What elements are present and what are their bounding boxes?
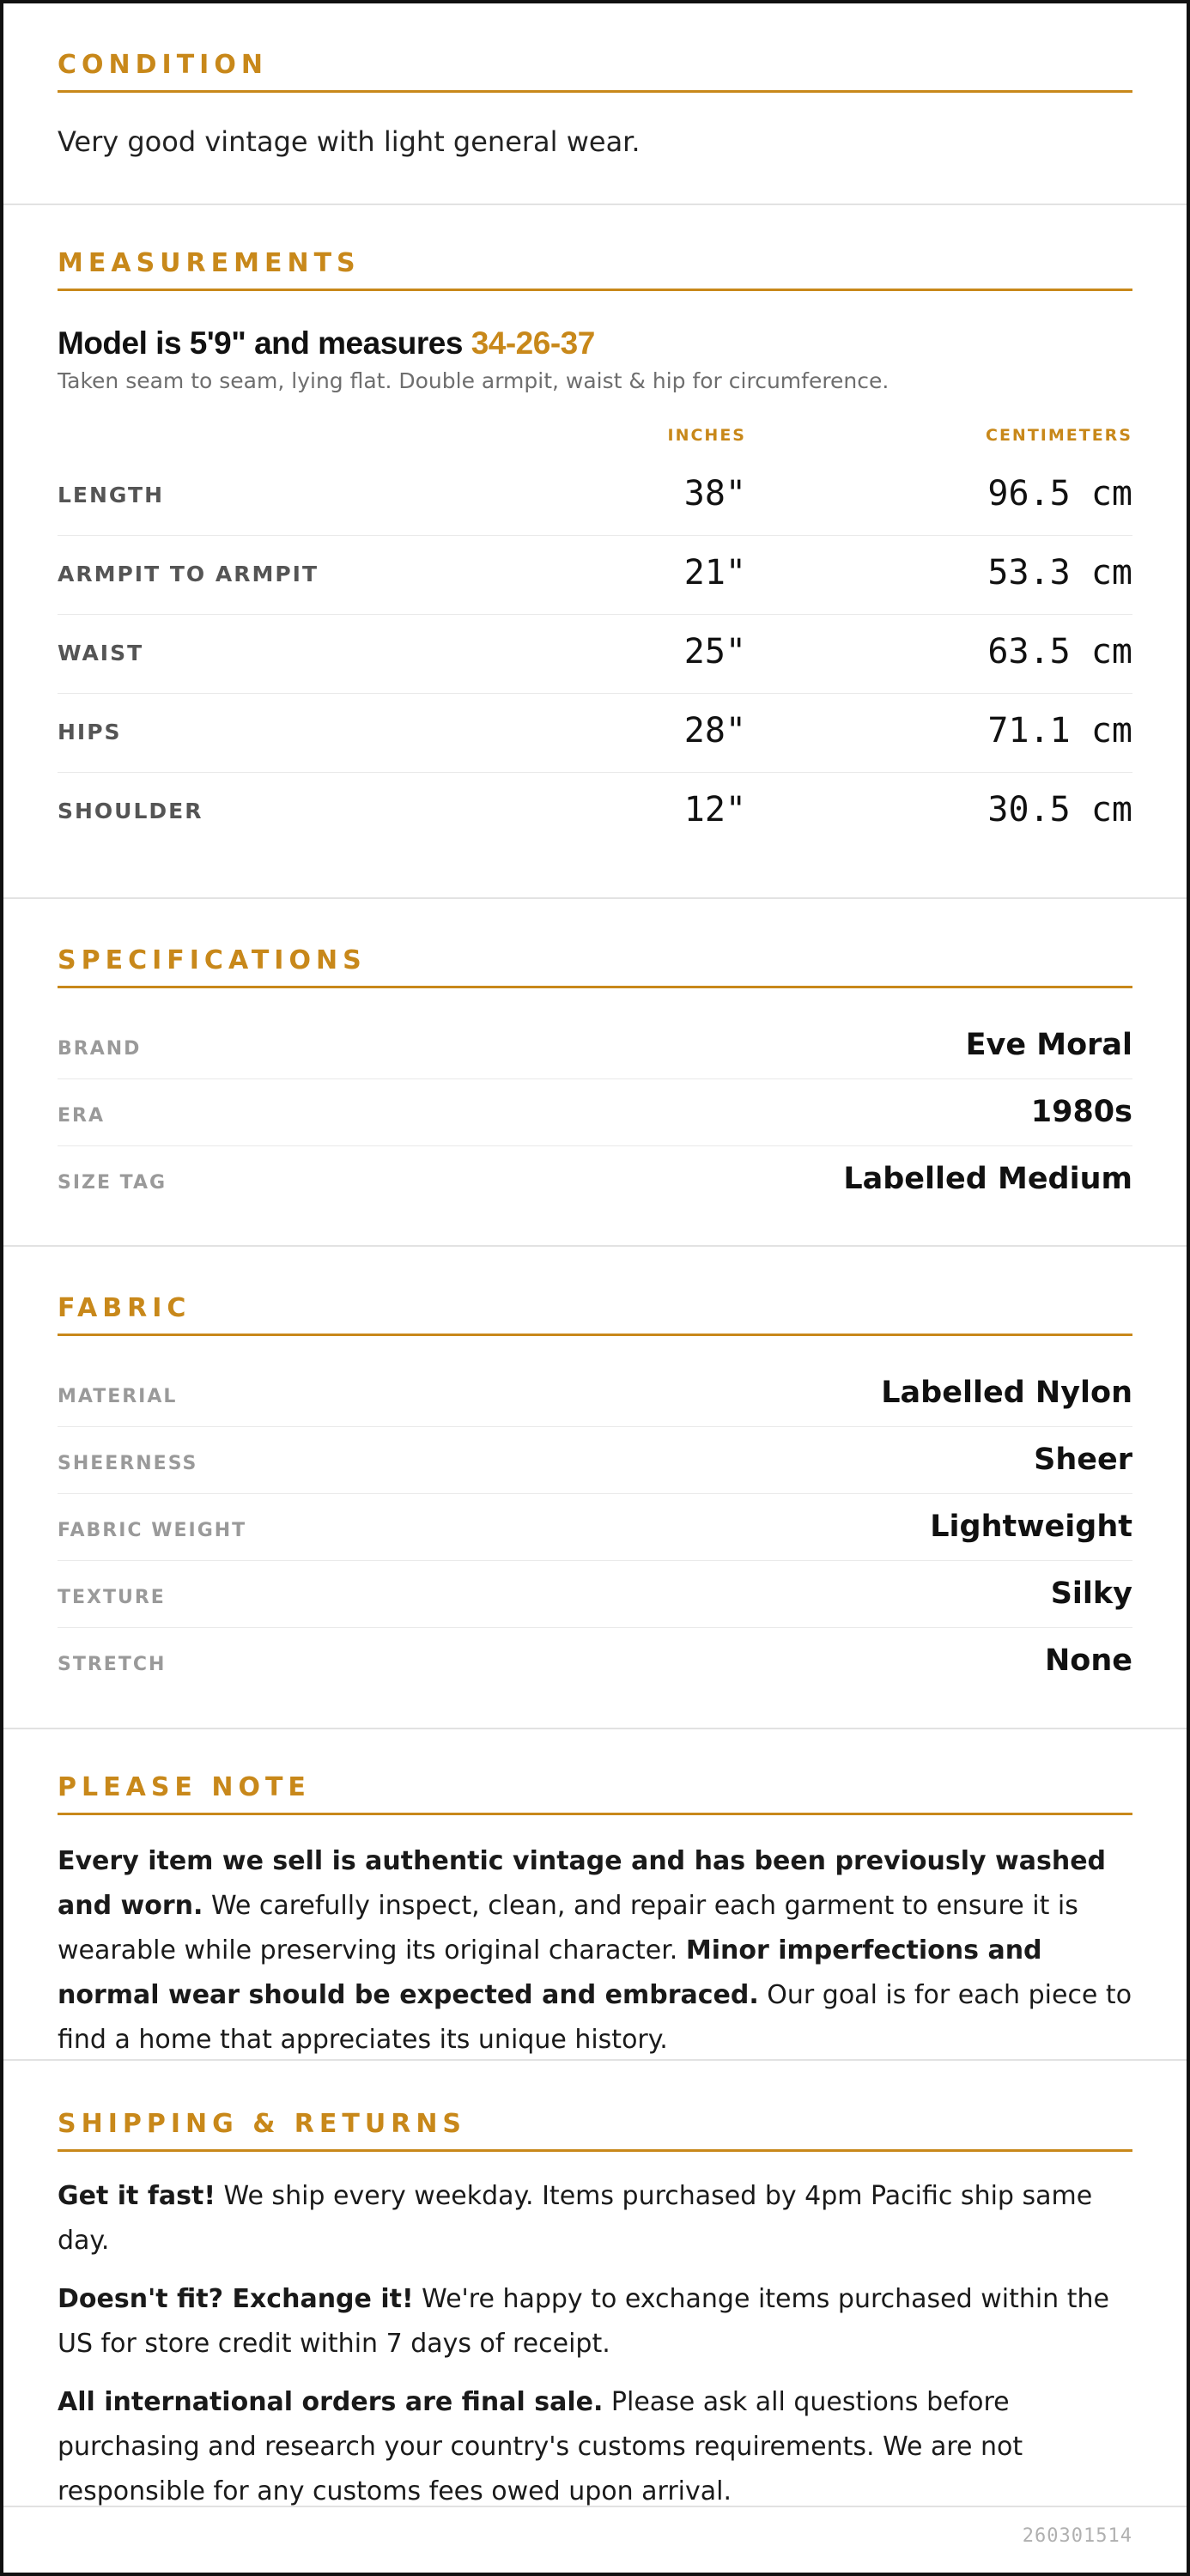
measurement-cm: 96.5 cm <box>987 474 1132 513</box>
measurements-column-headers <box>58 412 1132 457</box>
specifications-section <box>3 899 1187 1247</box>
product-id: 260301514 <box>1022 2525 1132 2547</box>
fabric-list <box>58 1360 1132 1695</box>
fabric-value: Labelled Nylon <box>881 1376 1132 1410</box>
fabric-section <box>3 1247 1187 1729</box>
measurement-label: LENGTH <box>58 483 164 507</box>
note-text-1: We carefully inspect, clean, and repair each garment to ensure it is wearable while preserving its original character. <box>58 1891 1078 1965</box>
condition-section <box>3 3 1187 205</box>
fabric-label: MATERIAL <box>58 1386 178 1407</box>
shipping-bold-2: Doesn't fit? Exchange it! <box>58 2284 414 2314</box>
fabric-label: FABRIC WEIGHT <box>58 1520 247 1541</box>
measurement-inches: 28" <box>683 711 746 750</box>
please-note-text <box>58 1839 1132 2063</box>
spec-row-era <box>58 1079 1132 1146</box>
condition-heading: CONDITION <box>58 50 1132 93</box>
fabric-heading: FABRIC <box>58 1293 1132 1336</box>
fabric-label: TEXTURE <box>58 1587 166 1608</box>
specifications-list <box>58 1012 1132 1213</box>
shipping-paragraph-2 <box>58 2277 1132 2366</box>
measurement-cm: 71.1 cm <box>987 711 1132 750</box>
shipping-paragraph-3 <box>58 2380 1132 2514</box>
measurement-row-waist <box>58 615 1132 694</box>
fabric-row-stretch <box>58 1628 1132 1695</box>
measurement-inches: 38" <box>683 474 746 513</box>
fabric-row-material <box>58 1360 1132 1427</box>
please-note-section <box>3 1729 1187 2061</box>
shipping-bold-3: All international orders are final sale. <box>58 2387 604 2417</box>
spec-value: Eve Moral <box>965 1028 1132 1062</box>
measurement-row-shoulder <box>58 773 1132 852</box>
note-bold-2: Minor imperfections and normal wear should be expected and embraced. <box>58 1935 1042 2010</box>
fabric-value: None <box>1045 1643 1132 1678</box>
fabric-row-texture <box>58 1561 1132 1628</box>
model-info <box>58 325 1132 361</box>
fabric-row-weight <box>58 1494 1132 1561</box>
condition-text: Very good vintage with light general wear. <box>58 125 641 158</box>
shipping-text-3: Please ask all questions before purchasing and research your country's customs requirements. We are not responsible for any customs fees owed upon arrival. <box>58 2387 1023 2506</box>
measurement-label: WAIST <box>58 641 144 665</box>
fabric-row-sheerness <box>58 1427 1132 1494</box>
spec-label: SIZE TAG <box>58 1172 167 1194</box>
shipping-paragraph-1 <box>58 2174 1132 2263</box>
measurements-heading: MEASUREMENTS <box>58 248 1132 291</box>
spec-value: Labelled Medium <box>843 1162 1132 1196</box>
measurement-cm: 53.3 cm <box>987 553 1132 592</box>
measurement-cm: 30.5 cm <box>987 790 1132 829</box>
spec-value: 1980s <box>1030 1095 1132 1129</box>
shipping-text-2: We're happy to exchange items purchased within the US for store credit within 7 days of receipt. <box>58 2284 1109 2359</box>
model-measurements: 34-26-37 <box>471 325 595 361</box>
measurement-inches: 21" <box>683 553 746 592</box>
spec-row-size-tag <box>58 1146 1132 1213</box>
measurement-label: SHOULDER <box>58 799 203 823</box>
fabric-value: Silky <box>1050 1577 1132 1611</box>
spec-label: BRAND <box>58 1038 142 1060</box>
shipping-returns-section <box>3 2061 1187 2507</box>
fabric-label: SHEERNESS <box>58 1453 198 1474</box>
spec-row-brand <box>58 1012 1132 1079</box>
measurement-cm: 63.5 cm <box>987 632 1132 671</box>
measurements-subtitle: Taken seam to seam, lying flat. Double armpit, waist & hip for circumference. <box>58 368 889 393</box>
spec-label: ERA <box>58 1105 105 1127</box>
note-text-2: Our goal is for each piece to find a home that appreciates its unique history. <box>58 1980 1132 2055</box>
inches-column-header: INCHES <box>667 426 746 445</box>
shipping-bold-1: Get it fast! <box>58 2181 216 2211</box>
please-note-heading: PLEASE NOTE <box>58 1772 1132 1815</box>
fabric-value: Lightweight <box>930 1510 1132 1544</box>
fabric-value: Sheer <box>1034 1443 1132 1477</box>
specifications-heading: SPECIFICATIONS <box>58 945 1132 988</box>
measurements-section <box>3 205 1187 899</box>
fabric-label: STRETCH <box>58 1654 167 1675</box>
centimeters-column-header: CENTIMETERS <box>986 426 1132 445</box>
measurements-table <box>58 457 1132 852</box>
measurement-label: HIPS <box>58 720 122 744</box>
measurement-row-length <box>58 457 1132 536</box>
measurement-row-hips <box>58 694 1132 773</box>
model-info-prefix: Model is 5'9" and measures <box>58 325 471 361</box>
measurement-label: ARMPIT TO ARMPIT <box>58 562 319 586</box>
measurement-inches: 25" <box>683 632 746 671</box>
measurement-row-armpit <box>58 536 1132 615</box>
shipping-text-1: We ship every weekday. Items purchased by 4pm Pacific ship same day. <box>58 2181 1093 2256</box>
note-bold-1: Every item we sell is authentic vintage and has been previously washed and worn. <box>58 1846 1107 1921</box>
shipping-returns-heading: SHIPPING & RETURNS <box>58 2109 1132 2152</box>
measurement-inches: 12" <box>683 790 746 829</box>
